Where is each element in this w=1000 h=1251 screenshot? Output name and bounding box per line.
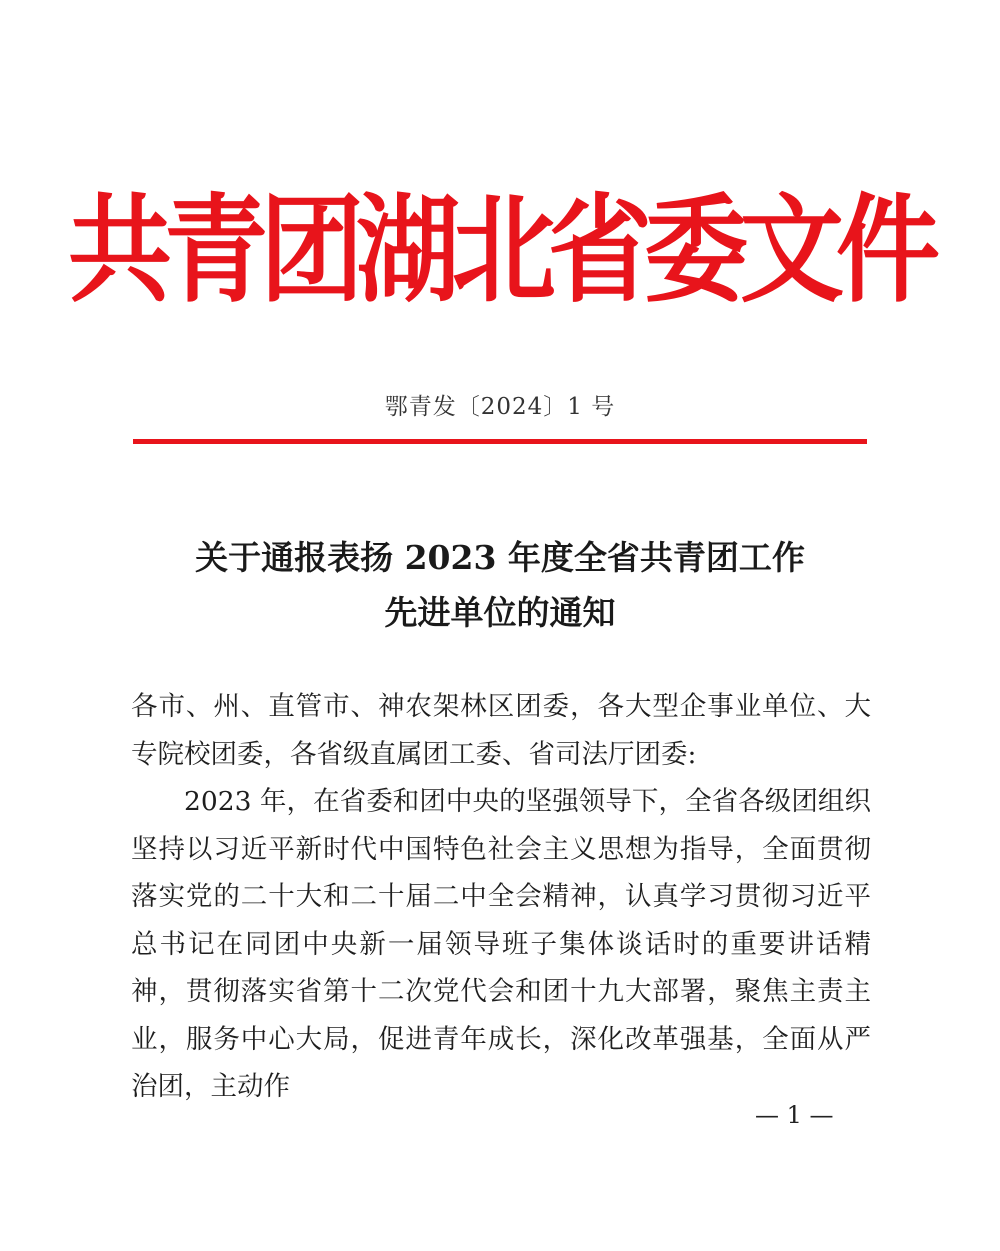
masthead-title: 共青团湖北省委文件 xyxy=(67,182,932,319)
red-divider-line xyxy=(133,439,867,444)
body-paragraph: 2023 年，在省委和团中央的坚强领导下，全省各级团组织坚持以习近平新时代中国特色社会主义思想为指导，全面贯彻落实党的二十大和二十届二中全会精神，认真学习贯彻习近平总书记在同团中央新一届领导班子集体谈话时的重要讲话精神，贯彻落实省第十二次党代会和团十九大部署，聚焦主责主业，服务中心大局，促进青年成长，深化改革强基，全面从严治团，主动作 xyxy=(131,786,871,1102)
notice-title-line-1: 关于通报表扬 2023 年度全省共青团工作 xyxy=(195,538,805,577)
page-number: — 1 — xyxy=(755,1101,834,1129)
notice-title xyxy=(0,530,1000,640)
body-text xyxy=(131,683,871,1111)
notice-title-line-2: 先进单位的通知 xyxy=(384,593,616,632)
addressee-paragraph: 各市、州、直管市、神农架林区团委，各大型企事业单位、大专院校团委，各省级直属团工委、省司法厅团委: xyxy=(131,691,871,770)
document-number: 鄂青发〔2024〕1 号 xyxy=(384,394,616,420)
